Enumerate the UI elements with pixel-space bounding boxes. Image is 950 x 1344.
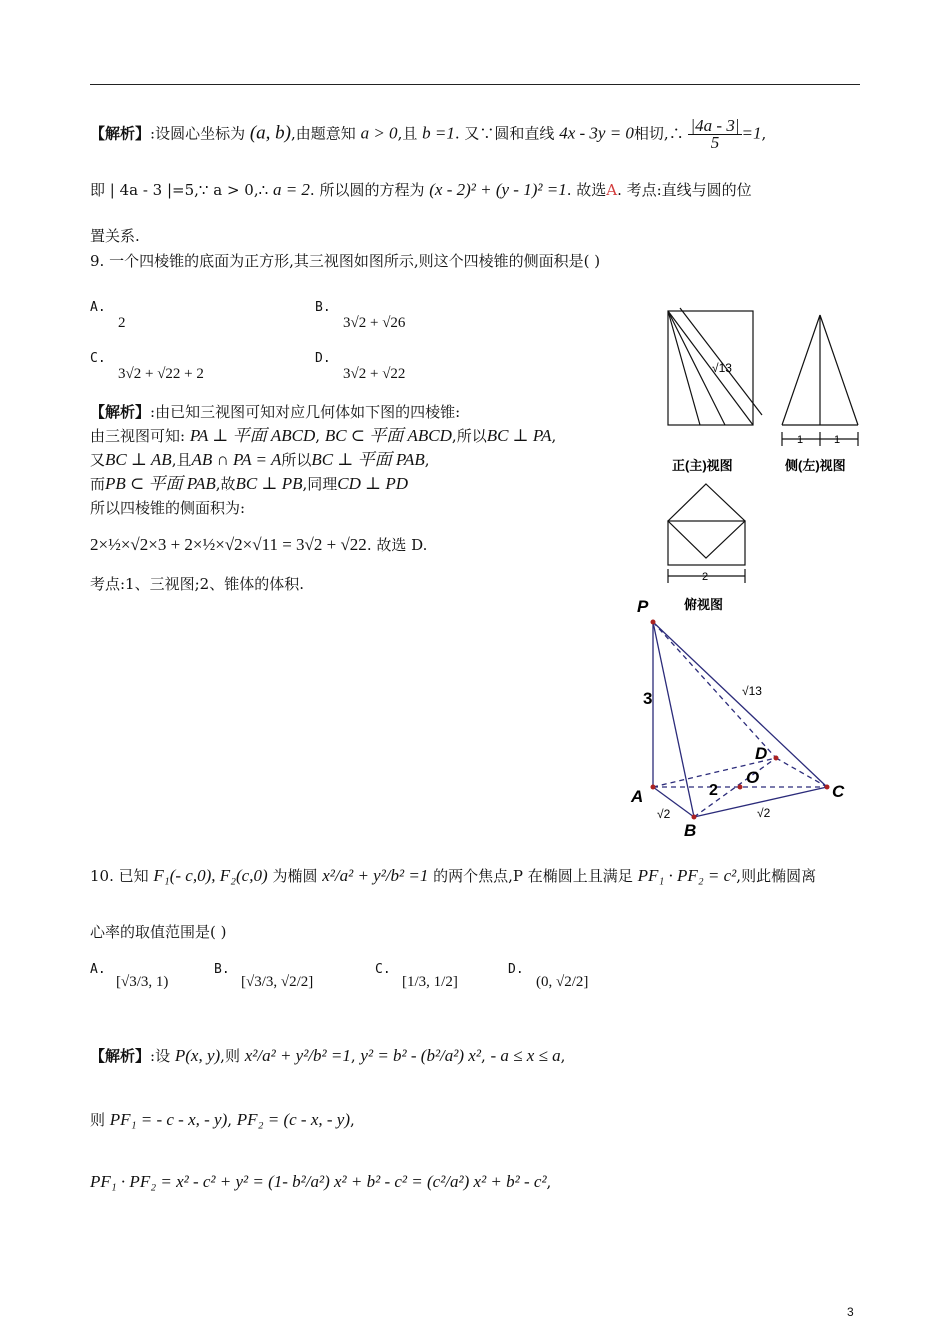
label-3: 3 bbox=[643, 689, 653, 708]
q9-sol2a: 由三视图可知: bbox=[90, 427, 186, 445]
q9-kaodian: 考点:1、三视图;2、锥体的体积. bbox=[90, 575, 304, 593]
q9-sol3d: AB ∩ PA = A bbox=[191, 450, 282, 469]
q10-optD: (0, √2/2] bbox=[536, 974, 589, 990]
q10-optA: [√3/3, 1) bbox=[116, 974, 169, 990]
label-O: O bbox=[746, 768, 760, 787]
q10-sol2d: PF₂ = (c - x, - y) bbox=[236, 1110, 350, 1129]
q9-sol4d: BC ⊥ PB bbox=[235, 474, 303, 493]
page-number: 3 bbox=[847, 1305, 854, 1319]
label-B: B bbox=[684, 821, 697, 840]
front-view-line1 bbox=[668, 311, 753, 425]
q9-sol2b: PA ⊥ 平面 ABCD bbox=[189, 426, 316, 445]
q10-sol1d: x²/a² + y²/b² =1 bbox=[244, 1046, 351, 1065]
q10-sol2e: , bbox=[349, 1111, 355, 1129]
label-2: 2 bbox=[709, 782, 718, 799]
point-P bbox=[651, 620, 656, 625]
s1-l2a: 即 | 4a - 3 |=5,∵ a > 0 bbox=[90, 181, 254, 199]
q9-sol1: :由已知三视图可知对应几何体如下图的四棱锥: bbox=[150, 403, 461, 421]
point-B bbox=[692, 815, 697, 820]
top-view-rect bbox=[668, 521, 745, 565]
side-view-caption: 侧(左)视图 bbox=[785, 458, 846, 473]
s1-frac-den: 5 bbox=[710, 133, 720, 152]
s1-line-eq: 4x - 3y = 0 bbox=[559, 123, 634, 143]
q9-sol3g: , bbox=[424, 451, 430, 469]
front-sqrt13-label: √13 bbox=[712, 361, 732, 375]
s1-cond1: a > 0 bbox=[360, 123, 398, 143]
q10-sol1b: P(x, y) bbox=[174, 1046, 221, 1065]
point-C bbox=[825, 785, 830, 790]
q10-sol2a: 则 bbox=[90, 1111, 106, 1129]
q10-sol-line2 bbox=[90, 1110, 355, 1130]
q10-optA-label: A. bbox=[90, 962, 106, 977]
q10-solution-heading: 【解析】 bbox=[90, 1047, 151, 1065]
q9-optA: 2 bbox=[118, 315, 126, 331]
q9-calc-tail: . 故选 D. bbox=[366, 536, 428, 554]
q10-stem-line1 bbox=[90, 866, 816, 886]
q9-optB: 3√2 + √26 bbox=[343, 315, 406, 331]
q10-sol3e: , bbox=[546, 1173, 552, 1191]
q9-optA-label: A. bbox=[90, 300, 106, 315]
q10-stem-d: ,则此椭圆离 bbox=[736, 867, 817, 885]
point-A bbox=[651, 785, 656, 790]
s1-l2f: . 故选 bbox=[566, 181, 607, 199]
q9-calc: 2×½×√2×3 + 2×½×√2×√11 = 3√2 + √22 bbox=[90, 535, 367, 554]
q9-optD-label: D. bbox=[315, 351, 331, 366]
q10-sol1c: ,则 bbox=[220, 1047, 240, 1065]
s1-l2g: . 考点:直线与圆的位 bbox=[617, 181, 752, 199]
front-view-caption: 正(主)视图 bbox=[672, 458, 733, 473]
q9-sol2d: BC ⊂ 平面 ABCD bbox=[324, 426, 452, 445]
s1-answer: A bbox=[606, 181, 618, 199]
q10-sol3: PF₁ · PF₂ = x² - c² + y² = (1- b²/a²) x² + b² - c² = (c²/a²) x² + b² - c² bbox=[90, 1172, 547, 1191]
q10-sol2b: PF₁ = - c - x, - y) bbox=[109, 1110, 228, 1129]
q9-solution-heading: 【解析】 bbox=[90, 403, 151, 421]
q9-sol5: 所以四棱锥的侧面积为: bbox=[90, 499, 246, 517]
q9-sol4f: CD ⊥ PD bbox=[337, 474, 409, 493]
top-view-figure bbox=[668, 484, 745, 583]
s1-text4: . 又∵圆和直线 bbox=[454, 124, 555, 143]
q10-sol1h: - a ≤ x ≤ a bbox=[490, 1046, 561, 1065]
s1-text6: , bbox=[761, 124, 767, 143]
q9-sol3c: ,且 bbox=[171, 451, 192, 469]
side-view-figure bbox=[782, 315, 858, 446]
s1-text1: :设圆心坐标为 bbox=[150, 124, 246, 143]
q9-sol4e: ,同理 bbox=[302, 475, 338, 493]
q9-optB-label: B. bbox=[315, 300, 331, 315]
q9-sol4c: ,故 bbox=[215, 475, 236, 493]
s1-frac-eq: =1 bbox=[741, 123, 762, 143]
s1-l2b: ,∴ bbox=[253, 181, 269, 199]
q10-optB: [√3/3, √2/2] bbox=[241, 974, 314, 990]
s1-line3: 置关系. bbox=[90, 227, 140, 245]
q9-sol2c: , bbox=[315, 427, 321, 445]
top-dim-2: 2 bbox=[702, 571, 709, 583]
q10-sol-line1 bbox=[90, 1046, 565, 1066]
q9-sol2e: ,所以 bbox=[451, 427, 487, 445]
label-D: D bbox=[755, 744, 768, 763]
top-view-caption: 俯视图 bbox=[684, 597, 724, 612]
q10-ellipse: x²/a² + y²/b² =1 bbox=[322, 866, 429, 885]
q10-stem-line2: 心率的取值范围是( ) bbox=[90, 923, 227, 941]
q10-sol1f: y² = b² - (b²/a²) x² bbox=[360, 1046, 481, 1065]
q9-sol3e: 所以 bbox=[281, 451, 312, 469]
s1-frac-num: |4a - 3| bbox=[690, 116, 740, 135]
q10-cond: PF₁ · PF₂ = c² bbox=[637, 866, 737, 885]
s1-text2: ,由题意知 bbox=[291, 124, 356, 143]
q9-sol3b: BC ⊥ AB bbox=[105, 450, 172, 469]
q10-sol1i: , bbox=[560, 1047, 566, 1065]
q10-optD-label: D. bbox=[508, 962, 524, 977]
s1-coord: (a, b) bbox=[249, 122, 292, 144]
q9-optC: 3√2 + √22 + 2 bbox=[118, 366, 204, 382]
q10-sol1g: , bbox=[480, 1047, 486, 1065]
q10-sol2c: , bbox=[227, 1111, 233, 1129]
label-C: C bbox=[832, 782, 845, 801]
q10-sol1e: , bbox=[350, 1047, 356, 1065]
label-root2-BC: √2 bbox=[757, 806, 771, 820]
label-root13: √13 bbox=[742, 684, 762, 698]
s1-cond2: b =1 bbox=[422, 123, 455, 143]
side-view-left bbox=[782, 315, 820, 425]
s1-circle-eq: (x - 2)² + (y - 1)² =1 bbox=[429, 180, 567, 199]
q9-stem: 9. 一个四棱锥的底面为正方形,其三视图如图所示,则这个四棱锥的侧面积是( ) bbox=[90, 252, 601, 270]
s1-text5: 相切,∴ bbox=[633, 124, 684, 143]
point-D bbox=[774, 756, 779, 761]
q10-optC: [1/3, 1/2] bbox=[402, 974, 458, 990]
q9-sol3f: BC ⊥ 平面 PAB bbox=[311, 450, 425, 469]
q10-optB-label: B. bbox=[214, 962, 230, 977]
q10-optC-label: C. bbox=[375, 962, 391, 977]
q10-stem-c: 的两个焦点,P 在椭圆上且满足 bbox=[433, 867, 633, 885]
q10-sol-line3 bbox=[90, 1172, 551, 1192]
label-A: A bbox=[631, 787, 644, 806]
q9-sol3a: 又 bbox=[90, 451, 106, 469]
side-dim-1a: 1 bbox=[797, 434, 804, 446]
point-O bbox=[738, 785, 743, 790]
edge-PB bbox=[653, 622, 694, 817]
q10-stem-b: 为椭圆 bbox=[272, 867, 318, 885]
q9-sol4b: PB ⊂ 平面 PAB bbox=[105, 474, 216, 493]
side-view-right bbox=[820, 315, 858, 425]
s1-l2d: . 所以圆的方程为 bbox=[309, 181, 425, 199]
solution-heading: 【解析】 bbox=[90, 124, 151, 143]
s1-l2c: a = 2 bbox=[272, 180, 310, 199]
q10-stem-a: 10. 已知 bbox=[90, 867, 149, 885]
label-P: P bbox=[637, 597, 649, 616]
q9-sol2g: , bbox=[551, 427, 557, 445]
q10-sol1a: :设 bbox=[150, 1047, 171, 1065]
q9-sol2f: BC ⊥ PA bbox=[486, 426, 552, 445]
q9-optD: 3√2 + √22 bbox=[343, 366, 406, 382]
edge-PC bbox=[653, 622, 827, 787]
side-dim-1b: 1 bbox=[834, 434, 841, 446]
label-root2-AB: √2 bbox=[657, 807, 671, 821]
s1-text3: ,且 bbox=[397, 124, 418, 143]
q9-optC-label: C. bbox=[90, 351, 106, 366]
q10-foci: F₁(- c,0), F₂(c,0) bbox=[153, 866, 268, 885]
q9-sol4a: 而 bbox=[90, 475, 106, 493]
